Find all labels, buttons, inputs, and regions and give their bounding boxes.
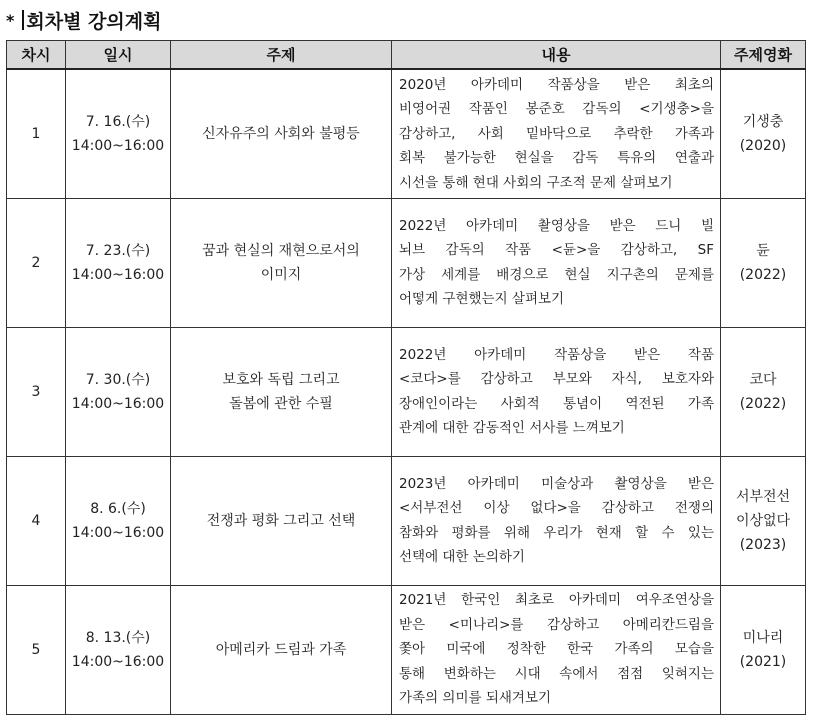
- content-line: 2022년 아카데미 작품상을 받은 작품: [399, 346, 714, 363]
- topic-line: 이미지: [260, 266, 302, 283]
- table-row: [7, 456, 806, 585]
- topic-line: 보호와 독립 그리고: [222, 371, 340, 388]
- session-date: 8. 6.(수): [90, 500, 146, 517]
- content-line: 가족의 의미를 되새겨보기: [399, 690, 552, 707]
- content-line: 2022년 아카데미 촬영상을 받은 드니 빌: [399, 217, 714, 234]
- content-line: 2020년 아카데미 작품상을 받은 최초의: [399, 76, 714, 93]
- header-topic: 주제: [171, 41, 392, 70]
- content-line: 어떻게 구현했는지 살펴보기: [399, 291, 565, 307]
- content-line: <코다>를 감상하고 부모와 자식, 보호자와: [399, 371, 714, 387]
- content-line: 감상하고, 사회 밑바닥으로 추락한 가족과: [399, 125, 714, 142]
- header-content: 내용: [392, 41, 721, 70]
- content-line: 받은 <미나리>를 감상하고 아메리칸드림을: [399, 616, 714, 633]
- topic-line: 꿈과 현실의 재현으로서의: [202, 242, 360, 259]
- heading-bar: [22, 10, 24, 30]
- session-number: 4: [7, 456, 66, 585]
- content-line: <서부전선 이상 없다>을 감상하고 전쟁의: [399, 500, 714, 516]
- session-topic: [171, 585, 392, 714]
- lecture-plan-table: [6, 40, 806, 715]
- movie-year: (2022): [739, 395, 787, 412]
- content-line: 2021년 한국인 최초로 아카데미 여우조연상을: [399, 592, 714, 609]
- table-header-row: [7, 41, 806, 70]
- session-topic: [171, 69, 392, 198]
- header-movie: 주제영화: [721, 41, 806, 70]
- session-datetime: [66, 585, 171, 714]
- content-line: 가상 세계를 배경으로 현실 지구촌의 문제를: [399, 266, 714, 283]
- topic-line: 신자유주의 사회와 불평등: [202, 125, 360, 142]
- session-topic: [171, 327, 392, 456]
- content-line: 장애인이라는 사회적 통념이 역전된 가족: [399, 395, 714, 412]
- session-time: 14:00~16:00: [71, 137, 165, 154]
- table-row: [7, 69, 806, 198]
- session-movie: [721, 69, 806, 198]
- session-movie: [721, 327, 806, 456]
- content-line: 2023년 아카데미 미술상과 촬영상을 받은: [399, 475, 714, 492]
- movie-year: (2023): [739, 536, 787, 553]
- session-number: 3: [7, 327, 66, 456]
- session-date: 7. 16.(수): [85, 113, 151, 130]
- session-content: [392, 585, 721, 714]
- content-line: 시선을 통해 현대 사회의 구조적 문제 살펴보기: [399, 174, 673, 191]
- header-date: 일시: [66, 41, 171, 70]
- session-datetime: [66, 327, 171, 456]
- session-topic: [171, 198, 392, 327]
- session-number: 5: [7, 585, 66, 714]
- session-movie: [721, 585, 806, 714]
- movie-title: 듄: [756, 242, 770, 259]
- movie-title: 이상없다: [735, 512, 791, 529]
- session-content: [392, 198, 721, 327]
- session-date: 7. 23.(수): [85, 242, 151, 259]
- movie-year: (2022): [739, 266, 787, 283]
- session-movie: [721, 198, 806, 327]
- content-line: 선택에 대한 논의하기: [399, 549, 525, 565]
- session-date: 8. 13.(수): [85, 629, 151, 646]
- session-content: [392, 69, 721, 198]
- table-row: [7, 585, 806, 714]
- content-line: 회복 불가능한 현실을 감독 특유의 연출과: [399, 150, 714, 166]
- session-content: [392, 456, 721, 585]
- movie-title: 서부전선: [735, 488, 791, 505]
- session-number: 2: [7, 198, 66, 327]
- session-time: 14:00~16:00: [71, 653, 165, 670]
- topic-line: 돌봄에 관한 수필: [229, 395, 333, 412]
- topic-line: 아메리카 드림과 가족: [215, 641, 347, 658]
- session-datetime: [66, 456, 171, 585]
- movie-year: (2021): [739, 653, 787, 670]
- content-line: 쫓아 미국에 정착한 한국 가족의 모습을: [399, 641, 714, 658]
- table-row: [7, 327, 806, 456]
- header-session: 차시: [7, 41, 66, 70]
- table-row: [7, 198, 806, 327]
- content-line: 참화와 평화를 위해 우리가 현재 할 수 있는: [399, 524, 714, 541]
- movie-title: 코다: [749, 371, 777, 388]
- session-number: 1: [7, 69, 66, 198]
- session-movie: [721, 456, 806, 585]
- session-datetime: [66, 198, 171, 327]
- content-line: 통해 변화하는 시대 속에서 점점 잊혀지는: [399, 665, 714, 682]
- topic-line: 전쟁과 평화 그리고 선택: [206, 512, 356, 529]
- session-time: 14:00~16:00: [71, 395, 165, 412]
- session-date: 7. 30.(수): [85, 371, 151, 388]
- movie-title: 기생충: [742, 113, 784, 130]
- movie-year: (2020): [739, 137, 787, 154]
- bullet-marker: *: [6, 10, 15, 30]
- session-time: 14:00~16:00: [71, 266, 165, 283]
- content-line: 뇌브 감독의 작품 <듄>을 감상하고, SF: [399, 242, 714, 258]
- section-heading: [6, 6, 161, 34]
- session-time: 14:00~16:00: [71, 524, 165, 541]
- content-line: 비영어권 작품인 봉준호 감독의 <기생충>을: [399, 101, 714, 117]
- movie-title: 미나리: [742, 629, 784, 646]
- content-line: 관계에 대한 감동적인 서사를 느껴보기: [399, 420, 625, 436]
- session-datetime: [66, 69, 171, 198]
- session-topic: [171, 456, 392, 585]
- session-content: [392, 327, 721, 456]
- section-title: 회차별 강의계획: [26, 10, 162, 33]
